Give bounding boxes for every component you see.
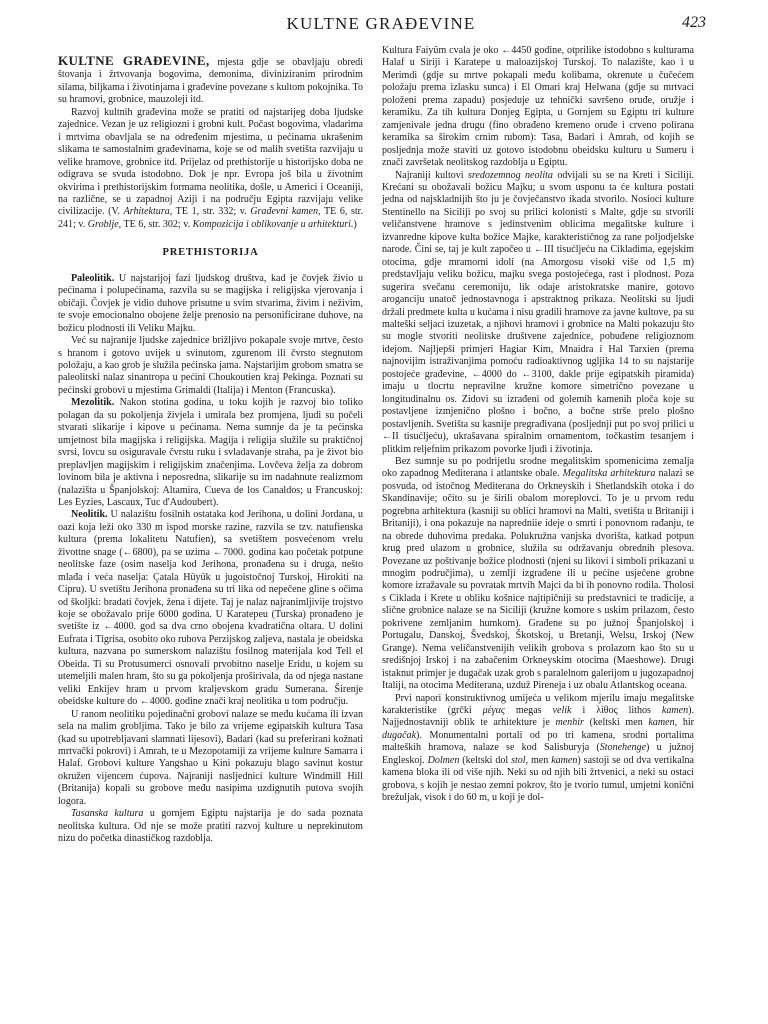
text: ) u južnoj Engleskoj. [382,742,694,766]
running-header [56,14,706,38]
italic-term: Dolmen [427,754,460,766]
intro-2-text-e: ) [353,218,357,230]
cross-reference: Groblje, [87,218,122,230]
paleolitik-paragraph [58,273,363,335]
entry-title: KULTNE GRAĐEVINE, [58,53,210,68]
text: men [528,754,552,766]
construction-paragraph [382,693,694,805]
subsection-label: Paleolitik. [71,272,115,284]
neolitik-text: U nalazištu fosilnih ostataka kod Jerihona, u dolini Jordana, u oazi koja leži oko 330 m ispod morske razine, razvila se tzv. natufienska kultura (prema lokalitetu Natufien), sa svetištem posvećenom vrelu živottne snage (←6800), pa se uzima ←7000. godina kao početak potpune neolitske faze (osim naselja kod Jerihona, pronađena su i druga, nešto mlađa i veća naselja: Çatala Hüyük u jugoistočnoj Turskoj, Hirokiti na Cipru). U svetištu Jerihona pronađena su tri lika od nepečene gline s očima od školjki: bradati čovjek, žena i dijete. Taj je nalaz najranimljivije trojstvo koje se obožavalo prije 6000 godina. U Karatepeu (Turska) pronađeno je svetište iz ←4000. god sa dva crno obojena kvadratična oltara. U dolini Eufrata i Tigrisa, osobito oko rubova Perzijskog zaljeva, nastala je obeidska kultura, nazvana po sumerskom nalazištu fosilnog materijala kod Tell el Obeida. Ti su Protusumerci osnovali prvobitno naselje Eridu, u kojem su utemeljili malen hram, što su ga pokoljenja proširivala, da od njega nastane veliki Enkijev hram u prvom kraljevskom gradu Sumerana. Širenje obeidske kulture do ←4000. godine znači kraj neolitika u tom području. [58,509,363,708]
italic-term: menhir [555,717,584,729]
cross-reference: Građevni kamen, [250,206,321,218]
neolitik-paragraph [58,509,363,708]
cross-reference: Arhitektura, [123,206,173,218]
text: Bez sumnje su po podrijetlu srodne megalitskim spomenicima zemalja oko zapadnog Mediterana i atlantske obale. [382,455,694,480]
text: Najraniji kultovi [395,169,468,181]
italic-term: kamen [661,705,689,717]
text: ) sastoji se od dva vertikalna kamena bloka ili od više njih. Neki su od njih bili žrtvenici, a neki su ostaci grobova, s kojih je nestao zemni pokrov, što je tvorio tumul, umjetni konični brežuljak, visok i do 60 m, u koji je dol- [382,754,694,804]
text: ). Najjednostavniji oblik te arhitekture je [382,705,694,729]
text: i [571,705,597,717]
faiyum-paragraph: Kultura Faiyûm cvala je oko ←4450 godine, otprilike istodobno s kulturama Halaf u Siriji i Karatepe u maloazijskoj Turskoj. To nalazište, kao i u Merimdi (gdje su mrtve pokapali među kolibama, okrenute u čučećem položaju prema izlasku sunca) i El Omari kraj Helwana (gdje su mrtvaci položeni prema zapadu) posjeduje uz tehnički savršeno oruđe, oružje i keramiku. Za tih kultura Donjeg Egipta, u Gornjem su Egiptu tri kulture zamjenivale jedna drugu (fino obrađeno kremeno oruđe i crveno polirana keramika sa širokim crnim rubom): Tasa, Badari i Amrah, od kojih se posljednja može staviti uz gotovo istodobnu obeidsku kulturu u Sumeru i znači završetak neolitskog razdoblja u Egiptu. [382,45,694,169]
text: hir [677,717,694,729]
neolitik-paragraph-2: U ranom neolitiku pojedinačni grobovi nalaze se među kućama ili izvan sela na malim grobljima. Tako je bilo za vrijeme egipatskih kultura Tasa (kad su upotrebljavani slamnati lijesovi), Badari (kad su preferirani kožnati mrtvački pokrovi) i Amrah, te u Mezopotamiji za vrijeme kulture Samarra i Halaf. Grobovi kulture Yangshao u Kini pokazuju blago savinut kostur okružen vijencem ćupova. Najraniji nasljednici kulture Windmill Hill (Britanija) kopali su grobove među nasipima uzdignutih putova svojih logora. [58,708,363,807]
intro-2-text-c: TE 6, str. 241; v. [58,206,363,230]
italic-term: stol, [511,754,529,766]
tasanska-paragraph [58,808,363,845]
italic-term: kamen [551,754,578,766]
greek-word: μέγας [482,705,505,717]
italic-term: sredozemnog neolita [467,169,553,181]
intro-2-text-d: TE 6, str. 302; v. [121,218,193,230]
paleolitik-text: U najstarijoj fazi ljudskog društva, kad je čovjek živio u pećinama i polupećinama, razvila su se magijska i religijska vjerovanja i običaji. Čovjek je vidio duhove prisutne u svim stvarima, živim i neživim, te svoje emocionalno obojene želje prenosio na personificirane duhove, na božicu plodnosti ili Veliku Majku. [58,272,363,334]
mediterranean-paragraph [382,170,694,456]
entry-intro-paragraph [58,55,363,107]
text: Prvi napori konstruktivnog umijeća u velikom mjerilu imaju megalitske karakteristike (grčki [382,692,694,717]
section-heading: PRETHISTORIJA [162,247,259,259]
intro-paragraph-2 [58,107,363,232]
mezolitik-text: Nakon stotina godina, u toku kojih je razvoj bio toliko polagan da su pokoljenja živjela i umirala bez promjena, ljudi su počeli stvarati slikarije i kipove u pećinama. Nema sumnje da je ta pećinska umjetnost bila magijska i religijska. Magija i religija služile su praktičnoj svrsi, lovcu su osiguravale čvrstu ruku i svladavanje straha, pa je život bio preplavljen magijskim i religijskim značenjima. Lovčeva želja za dobrom lovinom bila je aktivna i neposredna, slikarije su im nadahnute realizmom (nalazišta u Španjolskoj: Altamira, Cueva de los Canaldos; u Francuskoj: Les Eyzies, Lascaux, Tuc d'Audoubert). [58,397,363,508]
italic-term: Megalitska arhitektura [562,468,656,480]
text: nalazi se posvuda, od istočnog Mediterana do Orkneyskih i Shetlandskih otoka i do Skandinavije; očito su je širili obalom moreplovci. To je u prvom redu pogrebna arhitektura (kasniji su oblici hramovi na Malti, svetišta u Britaniji i Britaniji), i ona pokazuje na napredniie ideje o smrti i ponovnom rađanju, te na obrede duhovima predaka. Polukružna vanjska dvorišta, katkad potpun krug pred ulazom u grobnice, služila su održavanju obrednih plesova. Povezane uz poštivanje božice plodnosti (njeni su likovi i simboli prikazani u mnogim područjima), u zemlji izgrađene ili u pećine usječene grobne komore izražavale su povratak mrtvih Majci da bi ih ponovno rodila. Tholosi s Ciklada i Krete u obliku košnice najtipičniji su predstavnici te tradicije, a slične grobnice nalaze se na Siciliji (kružne komore s uskim prilazom, često pokrivene zemljanim humkom). Građene su po južnoj Španjolskoj i Portugalu, Danskoj, Švedskoj, Škotskoj, u Bretanji, Welsu, Irskoj (New Grange). Nema veličanstvenijih velikih grobova s prolazom kao što su u središnjoj Irskoj i na zabačenim Orkneyskim otocima (Maeshowe). Drugi istaknut primjer je dugačak uzak grob s paralelnom galerijom u jugozapadnoj Italiji, na otocima Mediterana, uzduž Pireneja i uz obalu Atlantskog oceana. [382,468,694,692]
running-header-title: KULTNE GRAĐEVINE [286,14,476,33]
mezolitik-paragraph [58,397,363,509]
text: megas [504,705,553,717]
italic-term: dugačak [382,729,417,741]
left-column [58,55,363,846]
right-column [382,45,694,805]
megalithic-paragraph [382,456,694,693]
cross-reference: Kompozicija i oblikovanje u arhitekturi. [192,218,354,230]
greek-word: λίθος [596,705,618,717]
intro-2-text-a: Razvoj kultnih građevina može se pratiti od najstarijeg doba ljudske zajednice. Vezan je uz religiozni i grobni kult. Počast bogovima, vladarima i mrtvima obavljala se na određenim mjestima, u pećinama ukrašenim slikama te samostalnim građevinama, koje se od malih svetišta razvijaju u velike hramove, grobnice itd. Prijelaz od prethistorije u historijsko doba ne odigrava se svuda istodobno. Dok je npr. Evropa još bila u životnim okvirima i prethistorijskim formama neolitika, došle, u Americi i Oceaniji, na različne, se u zapadnoj Aziji i na području Egipta razvijaju velike civilizacije. (V. [58,106,363,218]
subsection-label: Mezolitik. [71,397,115,409]
italic-term: velik [552,705,572,717]
text: (keltski dol [459,754,512,766]
page-number: 423 [682,14,706,31]
intro-2-text-b: TE 1, str. 332; v. [172,206,251,218]
italic-term: kamen, [648,717,678,729]
subsection-label: Neolitik. [71,509,108,521]
text: lithos [617,705,662,717]
text: odvijali su se na Kreti i Siciliji. Krećani su obožavali božicu Majku; u svom usponu ta će kultura postati jedna od najskladnijih što ju je čovječanstvo ikada stvorilo. Nosioci kulture Stentinello na Siciliji po svoj su prilici kolonisti s Malte, gdje su stvorili veličanstvene hramove s jedinstvenim oblicima megalitske kulture i izvanredne kipove kulta božice Majke, karakterističnog za rane poljodjelske narode. Čini se, taj je kult započeo u ←III tisućljeću na Cikladima, egejskim otocima, gdje mramorni idoli (na Amorgosu visoki više od 1,5 m) predstavljaju veliku božicu, majku svega postojećega, rast i plodnost. Poza sugerira svečanu ceremoniju, lik odaje aristokratske manire, gotovo aroganciju unatoč jednostavnoga i apstraktnog prikaza. Neolitski su ljudi držali predmete kulta u kućama i nisu gradili hramove za javne kultove, pa su malteški seljaci izuzetak, a njihovi hramovi i grobnice na Malti pokazuju što su mogle stvoriti neolitske društvene zajednice, pobuđene religioznom idejom. Najljepši primjeri Hagiar Kim, Mnaidra i Hal Tarxien (prema najnovijim istraživanjima pomoću radioaktivnog ugljika 14 to su najstarije postojeće građevine, ←4000 do ←3100, dakle prije egipatskih piramida) imaju u tlocrtu nepravilne kružne komore simetrično povezane u longitudinalnu os. Zidovi su izrađeni od golemih kamenih ploča koje su postavljene izmjenično plošno i bočno, a bočne strše prelo plošno postavljenih. Svetišta su kasnije pregrađivana (posljednji put po svoj prilici u ←II tisućljeću), ukrašavana spiralnim ornamentom, točkastim tesanjem i plitkim reljefnim prikazom povorke ljudi i životinja. [382,169,694,455]
text: ). Monumentalni portali od po tri kamena, srodni portalima malteških hramova, nalaze se kod Salisburyja ( [382,729,694,754]
text: (keltski men [583,717,649,729]
tasanska-label: Tasanska kultura [71,808,144,820]
intro-text: mjesta gdje se obavljaju obredi štovanja i žrtvovanja bogovima, demonima, diviniziranim prirodnim silama, biljkama i životinjama i građevine povezane s kultom pokojnika. To su hramovi, grobnice, mauzoleji itd. [58,57,363,106]
paleolitik-paragraph-2: Već su najranije ljudske zajednice brižljivo pokapale svoje mrtve, često s hranom i gotovo uvijek u svinutom, zgurenom ili čvrsto stegnutom položaju, a kao grob je služila pećinska jama. Najstarijim grobom smatra se paleolitski nalaz sinantropa u pećini Choukoutien kraj Pekinga. Poznati su pećinski grobovi u mjestima Grimaldi (Italija) i Menton (Francuska). [58,335,363,396]
tasanska-text: u gornjem Egiptu najstarija je do sada poznata neolitska kultura. Od nje se može pratiti razvoj kulture u neprekinutom nizu do početka dinastičkog razdoblja. [58,808,363,845]
italic-term: Stonehenge [599,742,647,754]
